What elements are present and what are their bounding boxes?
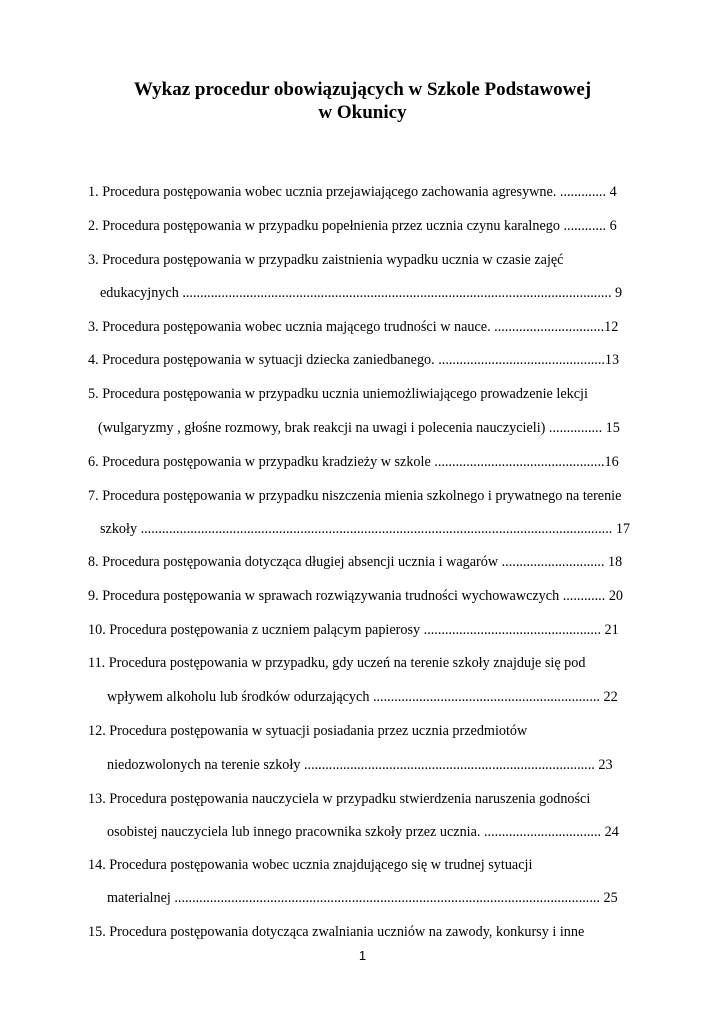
toc-entry[interactable]: 5. Procedura postępowania w przypadku ucznia uniemożliwiającego prowadzenie lekcji <box>88 386 588 402</box>
page-title <box>0 78 725 124</box>
toc-entry[interactable]: 8. Procedura postępowania dotycząca długiej absencji ucznia i wagarów ............................. 18 <box>88 554 623 570</box>
toc-entry[interactable]: 12. Procedura postępowania w sytuacji posiadania przez ucznia przedmiotów <box>88 723 528 739</box>
toc-entry-continuation[interactable]: materialnej ........................................................................................................................ 25 <box>107 890 618 906</box>
toc-entry-continuation[interactable]: wpływem alkoholu lub środków odurzających ................................................................ 22 <box>107 689 618 705</box>
toc-entry[interactable]: 10. Procedura postępowania z uczniem palącym papierosy .................................................. 21 <box>88 622 619 638</box>
toc-entry[interactable]: 7. Procedura postępowania w przypadku niszczenia mienia szkolnego i prywatnego na terenie <box>88 488 622 504</box>
toc-entry[interactable]: 3. Procedura postępowania wobec ucznia mającego trudności w nauce. ...............................12 <box>88 319 619 335</box>
toc-entry[interactable]: 13. Procedura postępowania nauczyciela w przypadku stwierdzenia naruszenia godności <box>88 791 591 807</box>
toc-entry[interactable]: 4. Procedura postępowania w sytuacji dziecka zaniedbanego. ...............................................13 <box>88 352 620 368</box>
toc-entry[interactable]: 2. Procedura postępowania w przypadku popełnienia przez ucznia czynu karalnego ............ 6 <box>88 218 617 234</box>
toc-entry[interactable]: 1. Procedura postępowania wobec ucznia przejawiającego zachowania agresywne. ............. 4 <box>88 184 617 200</box>
toc-entry[interactable]: 6. Procedura postępowania w przypadku kradzieży w szkole ................................................16 <box>88 454 619 470</box>
toc-entry[interactable]: 9. Procedura postępowania w sprawach rozwiązywania trudności wychowawczych ............ 20 <box>88 588 624 604</box>
toc-entry-continuation[interactable]: osobistej nauczyciela lub innego pracownika szkoły przez ucznia. ................................. 24 <box>107 824 619 840</box>
page-title-line-2: w Okunicy <box>318 102 407 123</box>
page-number: 1 <box>358 948 367 963</box>
toc-entry[interactable]: 11. Procedura postępowania w przypadku, gdy uczeń na terenie szkoły znajduje się pod <box>88 655 586 671</box>
page-title-line-1: Wykaz procedur obowiązujących w Szkole Podstawowej <box>133 79 592 100</box>
toc-entry-continuation[interactable]: szkoły ..................................................................................................................................... 17 <box>100 521 631 537</box>
toc-entry-continuation[interactable]: niedozwolonych na terenie szkoły .................................................................................. 23 <box>107 757 613 773</box>
toc-entry-continuation[interactable]: edukacyjnych ......................................................................................................................... 9 <box>100 285 623 301</box>
toc-entry[interactable]: 14. Procedura postępowania wobec ucznia znajdującego się w trudnej sytuacji <box>88 857 533 873</box>
toc-entry-continuation[interactable]: (wulgaryzmy , głośne rozmowy, brak reakcji na uwagi i polecenia nauczycieli) ............... 15 <box>98 420 620 436</box>
toc-entry[interactable]: 3. Procedura postępowania w przypadku zaistnienia wypadku ucznia w czasie zajęć <box>88 252 564 268</box>
toc-entry[interactable]: 15. Procedura postępowania dotycząca zwalniania uczniów na zawody, konkursy i inne <box>88 924 585 940</box>
